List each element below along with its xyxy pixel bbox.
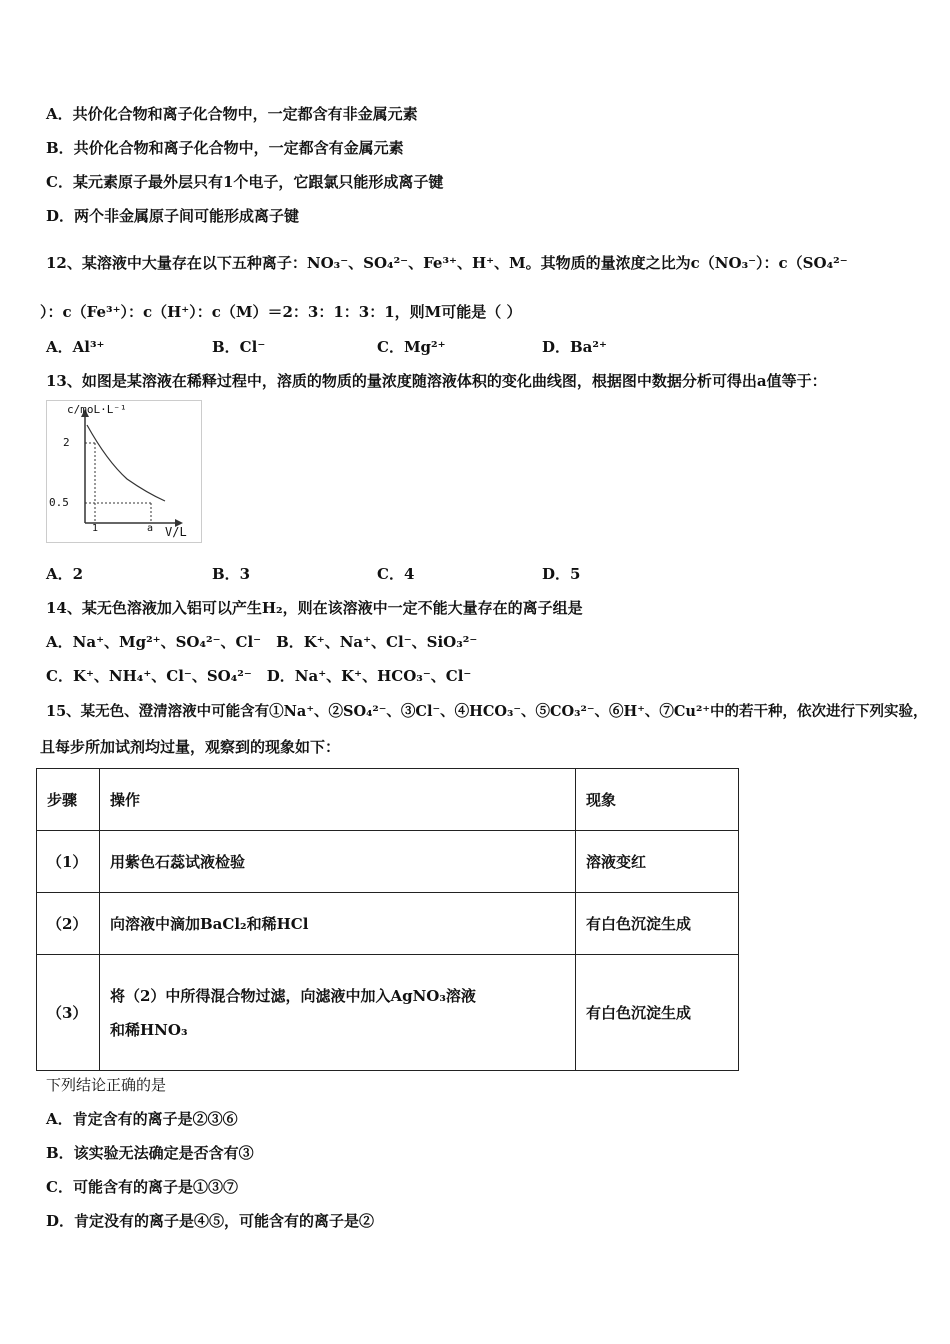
q12-option-a: A．Al³⁺ [46, 338, 105, 356]
graph-svg [47, 401, 201, 542]
q12-option-c: C．Mg²⁺ [377, 338, 446, 356]
q13-stem: 13、如图是某溶液在稀释过程中，溶质的物质的量浓度随溶液体积的变化曲线图，根据图中数据分析可得出a值等于： [46, 372, 827, 390]
cell-operation-line1: 将（2）中所得混合物过滤，向滤液中加入AgNO₃溶液 [110, 986, 476, 1005]
y-tick-05: 0.5 [49, 496, 69, 509]
q15-option-b: B．该实验无法确定是否含有③ [46, 1144, 254, 1162]
q13-option-a: A．2 [46, 565, 84, 583]
cell-phenomenon: 溶液变红 [576, 831, 739, 893]
q14-options-ab: A．Na⁺、Mg²⁺、SO₄²⁻、Cl⁻ B．K⁺、Na⁺、Cl⁻、SiO₃²⁻ [46, 633, 478, 651]
header-operation: 操作 [100, 769, 576, 831]
q14-stem: 14、某无色溶液加入铝可以产生H₂，则在该溶液中一定不能大量存在的离子组是 [46, 599, 583, 617]
header-step: 步骤 [37, 769, 100, 831]
cell-step: （2） [37, 893, 100, 955]
q11-option-c: C．某元素原子最外层只有1个电子，它跟氯只能形成离子键 [46, 173, 444, 191]
header-phenomenon: 现象 [576, 769, 739, 831]
q11-option-a: A．共价化合物和离子化合物中，一定都含有非金属元素 [46, 105, 418, 123]
x-tick-a: a [147, 523, 154, 534]
cell-step: （1） [37, 831, 100, 893]
q12-option-b: B．Cl⁻ [212, 338, 266, 356]
cell-phenomenon: 有白色沉淀生成 [576, 955, 739, 1071]
cell-phenomenon: 有白色沉淀生成 [576, 893, 739, 955]
q15-stem-cont: 且每步所加试剂均过量，观察到的现象如下： [40, 738, 341, 756]
q11-option-d: D．两个非金属原子间可能形成离子键 [46, 207, 300, 225]
q15-option-c: C．可能含有的离子是①③⑦ [46, 1178, 238, 1196]
q13-option-d: D．5 [542, 565, 581, 583]
q15-stem: 15、某无色、澄清溶液中可能含有①Na⁺、②SO₄²⁻、③Cl⁻、④HCO₃⁻、⑤CO₃²⁻、⑥H⁺、⑦Cu²⁺中的若干种，依次进行下列实验， [46, 703, 928, 720]
y-axis-label: c/moL·L⁻¹ [67, 403, 127, 416]
table-header-row [37, 769, 739, 831]
q15-option-a: A．肯定含有的离子是②③⑥ [46, 1110, 238, 1128]
cell-operation [100, 955, 576, 1071]
y-tick-2: 2 [63, 436, 70, 449]
q12-stem: 12、某溶液中大量存在以下五种离子：NO₃⁻、SO₄²⁻、Fe³⁺、H⁺、M。其物质的量浓度之比为c（NO₃⁻）：c（SO₄²⁻ [46, 254, 848, 272]
cell-operation: 用紫色石蕊试液检验 [100, 831, 576, 893]
x-tick-1: 1 [92, 523, 99, 534]
q13-option-c: C．4 [377, 565, 415, 583]
cell-operation: 向溶液中滴加BaCl₂和稀HCl [100, 893, 576, 955]
q12-option-d: D．Ba²⁺ [542, 338, 607, 356]
cell-step: （3） [37, 955, 100, 1071]
concentration-curve [87, 425, 165, 501]
q15-option-d: D．肯定没有的离子是④⑤，可能含有的离子是② [46, 1212, 375, 1230]
dilution-graph [46, 400, 202, 543]
q11-option-b: B．共价化合物和离子化合物中，一定都含有金属元素 [46, 139, 404, 157]
table-row [37, 955, 739, 1071]
q13-option-b: B．3 [212, 565, 251, 583]
q14-options-cd: C．K⁺、NH₄⁺、Cl⁻、SO₄²⁻ D．Na⁺、K⁺、HCO₃⁻、Cl⁻ [46, 667, 472, 685]
table-row [37, 831, 739, 893]
q12-stem-cont: ）：c（Fe³⁺）：c（H⁺）：c（M）＝2：3：1：3：1，则M可能是（ ） [40, 303, 522, 321]
table-row [37, 893, 739, 955]
experiment-table [36, 768, 739, 1071]
x-axis-label: V/L [165, 525, 187, 539]
q15-conclusion-prompt: 下列结论正确的是 [46, 1076, 167, 1094]
cell-operation-line2: 和稀HNO₃ [110, 1020, 188, 1039]
